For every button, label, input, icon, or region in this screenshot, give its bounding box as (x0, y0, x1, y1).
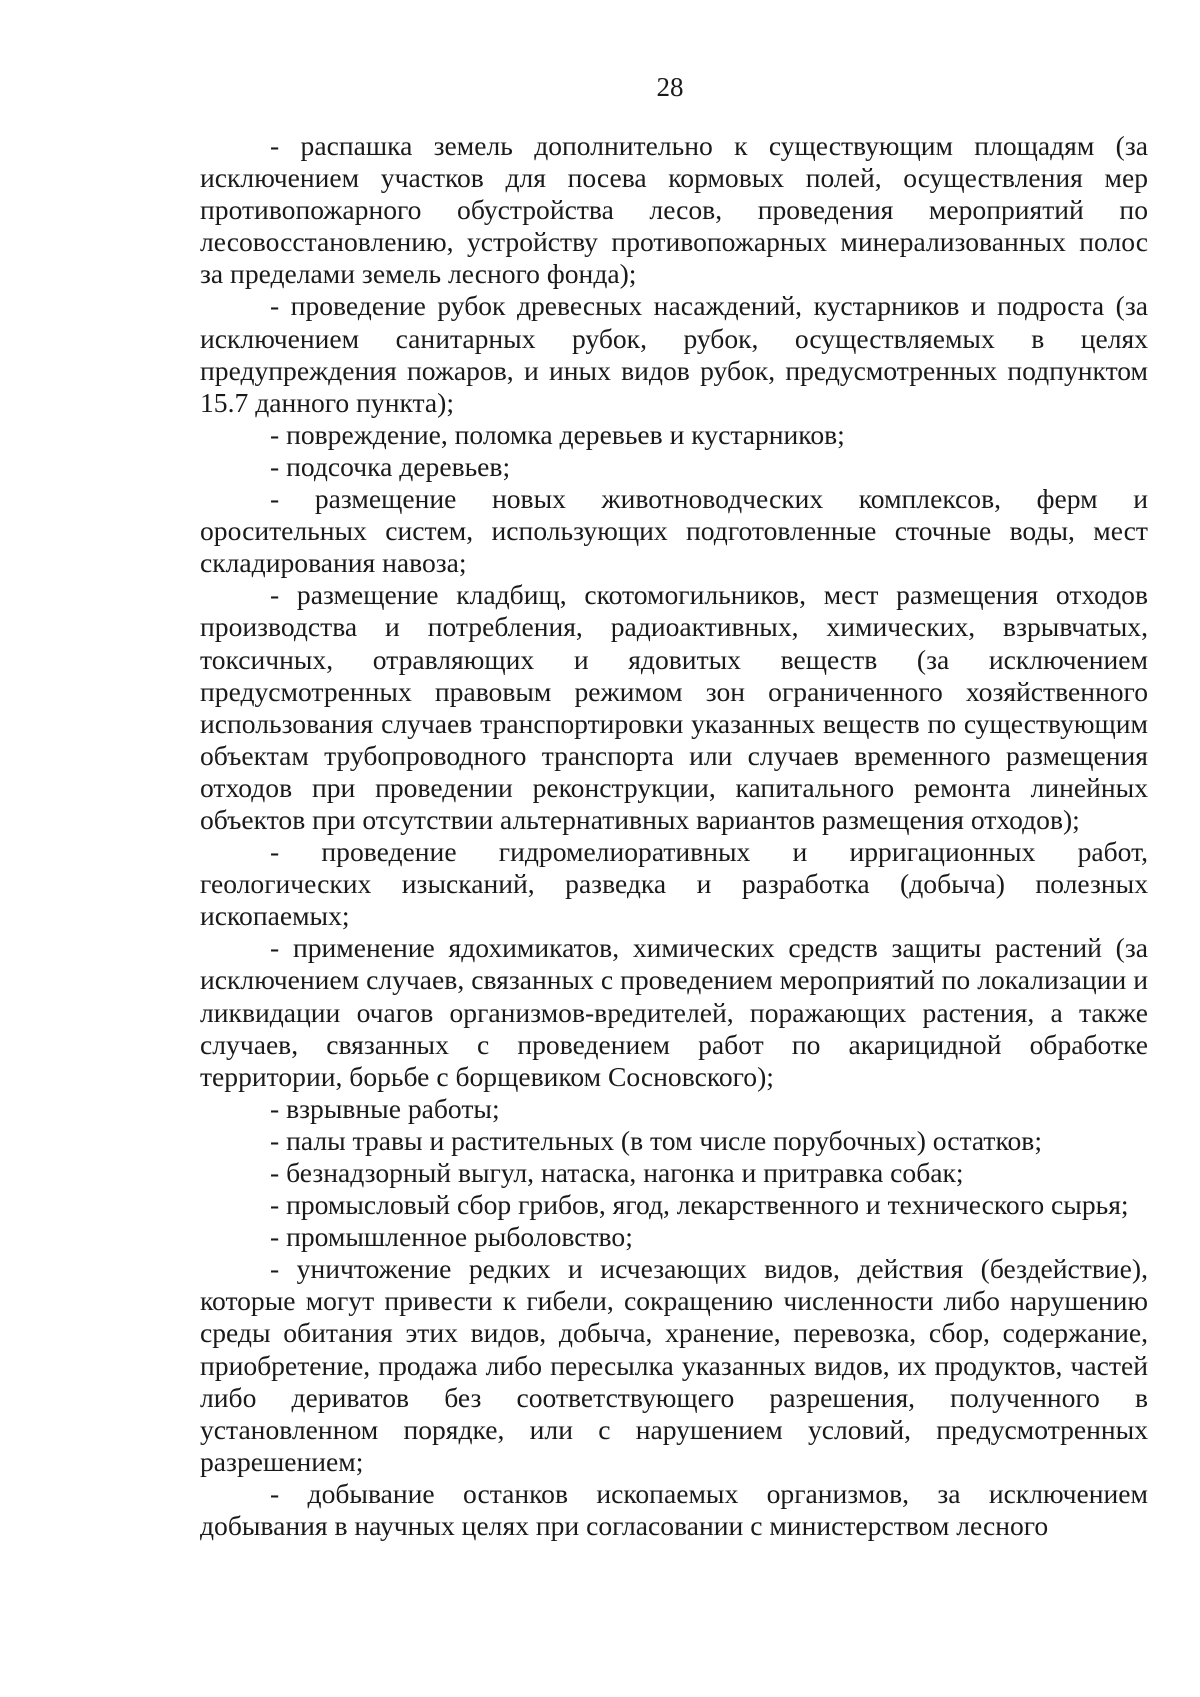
paragraph: - палы травы и растительных (в том числе порубочных) остатков; (270, 1124, 1042, 1156)
paragraph: - взрывные работы; (270, 1092, 500, 1124)
paragraph: - распашка земель дополнительно к существующим площадям (за исключением участков для посева кормовых полей, осуществления мер противопожарного обустройства лесов, проведения мероприятий по лесовосстановлению, устройству противопожарных минерализованных полос за пределами земель лесного фонда); (200, 130, 1148, 290)
paragraph: - повреждение, поломка деревьев и кустарников; (270, 418, 845, 450)
paragraph: - проведение гидромелиоративных и ирригационных работ, геологических изысканий, разведка и разработка (добыча) полезных ископаемых; (200, 836, 1148, 932)
paragraph: - промышленное рыболовство; (270, 1221, 633, 1253)
document-body (200, 130, 1148, 1542)
paragraph: - размещение новых животноводческих комплексов, ферм и оросительных систем, использующих подготовленные сточные воды, мест складирования навоза; (200, 483, 1148, 579)
paragraph: - проведение рубок древесных насаждений, кустарников и подроста (за исключением санитарных рубок, рубок, осуществляемых в целях предупреждения пожаров, и иных видов рубок, предусмотренных подпунктом 15.7 данного пункта); (200, 290, 1148, 418)
paragraph: - безнадзорный выгул, натаска, нагонка и притравка собак; (270, 1157, 964, 1188)
paragraph: - добывание останков ископаемых организмов, за исключением добывания в научных целях при согласовании с министерством лесного (200, 1477, 1148, 1542)
paragraph: - промысловый сбор грибов, ягод, лекарственного и технического сырья; (270, 1189, 1129, 1221)
paragraph: - размещение кладбищ, скотомогильников, мест размещения отходов производства и потребления, радиоактивных, химических, взрывчатых, токсичных, отравляющих и ядовитых веществ (за исключением предусмотренных правовым режимом зон ограниченного хозяйственного использования случаев транспортировки указанных веществ по существующим объектам трубопроводного транспорта или случаев временного размещения отходов при проведении реконструкции, капитального ремонта линейных объектов при отсутствии альтернативных вариантов размещения отходов); (200, 579, 1148, 835)
paragraph: - уничтожение редких и исчезающих видов, действия (бездействие), которые могут привести к гибели, сокращению численности либо нарушению среды обитания этих видов, добыча, хранение, перевозка, сбор, содержание, приобретение, продажа либо пересылка указанных видов, их продуктов, частей либо дериватов без соответствующего разрешения, полученного в установленном порядке, или с нарушением условий, предусмотренных разрешением; (200, 1253, 1148, 1477)
paragraph: - подсочка деревьев; (270, 450, 511, 482)
page-number: 28 (656, 72, 684, 102)
paragraph: - применение ядохимикатов, химических средств защиты растений (за исключением случаев, связанных с проведением мероприятий по локализации и ликвидации очагов организмов-вредителей, поражающих растения, а также случаев, связанных с проведением работ по акарицидной обработке территории, борьбе с борщевиком Сосновского); (200, 932, 1148, 1092)
